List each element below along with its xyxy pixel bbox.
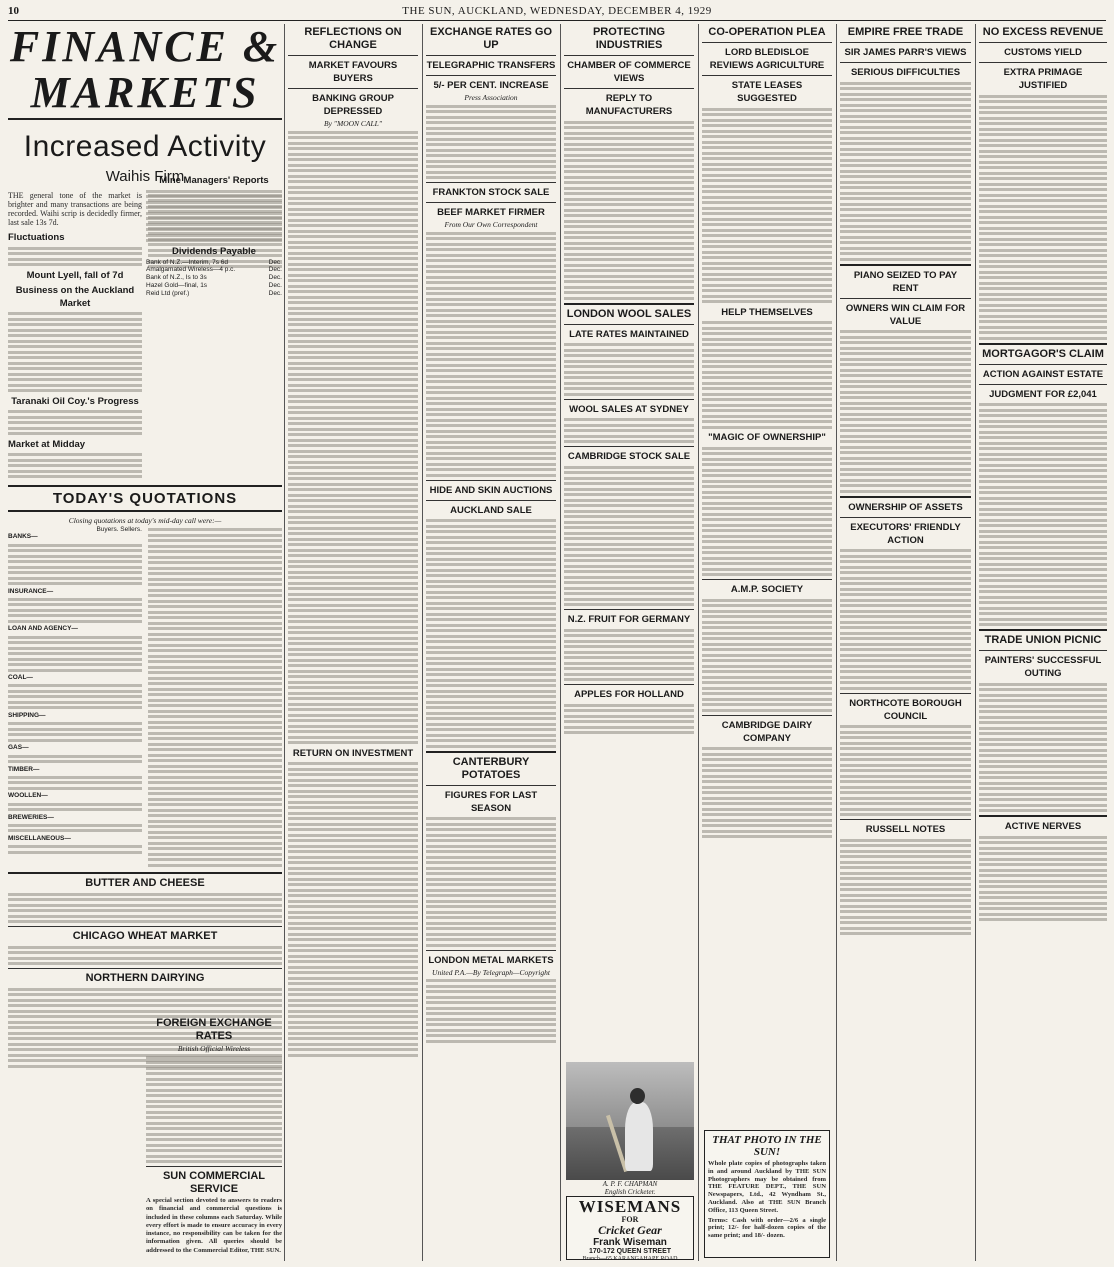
- chamber-head: CHAMBER OF COMMERCE VIEWS: [567, 60, 691, 84]
- mortgagor-head: MORTGAGOR'S CLAIM: [982, 347, 1104, 360]
- article-body: [8, 312, 142, 392]
- forex-table: [146, 1056, 282, 1164]
- wool-sydney-head: WOOL SALES AT SYDNEY: [569, 403, 689, 415]
- cambridge-stock-head: CAMBRIDGE STOCK SALE: [567, 451, 691, 462]
- quotations-table: [8, 526, 142, 870]
- own-correspondent: From Our Own Correspondent: [444, 220, 538, 229]
- article-body: [8, 247, 142, 267]
- empire-head: EMPIRE FREE TRADE: [847, 26, 964, 38]
- forex-sub: British Official Wireless: [177, 1044, 251, 1053]
- article-body: [564, 343, 694, 396]
- lead-intro: THE general tone of the market is brighter and many transactions are being recorded. Waihi scrip is decidedly firmer, last sale 13s 7d.: [8, 191, 142, 227]
- dividends-table: [146, 259, 282, 298]
- dividend-date: Dec.: [268, 281, 282, 289]
- telegraphic-head: TELEGRAPHIC TRANSFERS: [426, 60, 556, 71]
- reflections-head: REFLECTIONS ON CHANGE: [304, 26, 402, 51]
- page-number: 10: [8, 5, 19, 17]
- butter-cheese-head: BUTTER AND CHEESE: [85, 877, 205, 889]
- action-head: ACTION AGAINST ESTATE: [982, 368, 1104, 380]
- quotation-section: SHIPPING—: [8, 711, 46, 719]
- ad-gear: Cricket Gear: [598, 1223, 662, 1237]
- section-banner: FINANCE & MARKETS: [8, 24, 282, 120]
- quotation-section: WOOLLEN—: [8, 792, 48, 800]
- painters-head: PAINTERS' SUCCESSFUL OUTING: [984, 655, 1102, 679]
- dividend-date: Dec.: [268, 274, 282, 282]
- photo-ad-text: Whole plate copies of photographs taken in and around Auckland by THE SUN Photographers may be obtained from THE FEATURE DEPT., THE SUN Newspapers, Ltd., 42 Wyndham St., Auckland. Also at THE SUN Branch Office, 113 Queen Street.: [708, 1160, 826, 1214]
- masthead: [8, 4, 1106, 21]
- ad-branch: Branch—65 KARANGAHAPE ROAD: [582, 1256, 678, 1262]
- mount-lyell-head: Mount Lyell, fall of 7d: [26, 269, 124, 281]
- dividends-head: Dividends Payable: [172, 245, 256, 257]
- nz-fruit-head: N.Z. FRUIT FOR GERMANY: [567, 614, 691, 625]
- column-two: [146, 172, 282, 472]
- forex-head: FOREIGN EXCHANGE RATES: [156, 1017, 272, 1042]
- frankton-head: FRANKTON STOCK SALE: [432, 187, 550, 198]
- press-association: Press Association: [464, 93, 518, 102]
- dividend-date: Dec.: [268, 266, 282, 274]
- executors-head: EXECUTORS' FRIENDLY ACTION: [850, 521, 961, 546]
- ad-for: FOR: [621, 1215, 639, 1224]
- sun-service-text: A special section devoted to answers to readers on financial and commercial questions is included in these columns each Saturday. While every effort is made to ensure accuracy in every instance, no responsibility can be taken for the information given. All queries should be addressed to the Commercial Editor, THE SUN.: [146, 1197, 282, 1254]
- column-six: [702, 24, 832, 1261]
- article-body: [840, 549, 971, 690]
- article-body: [979, 95, 1107, 340]
- dividend-date: Dec.: [268, 258, 282, 266]
- market-buyers-head: MARKET FAVOURS BUYERS: [308, 60, 398, 84]
- state-leases-head: STATE LEASES SUGGESTED: [731, 80, 803, 104]
- article-body: [564, 704, 694, 735]
- quotation-section: BREWERIES—: [8, 813, 54, 821]
- column-three: [288, 24, 418, 1261]
- article-body: [426, 232, 556, 477]
- metals-head: LONDON METAL MARKETS: [428, 954, 554, 966]
- beef-head: BEEF MARKET FIRMER: [437, 207, 545, 218]
- quotation-section: LOAN AND AGENCY—: [8, 625, 78, 633]
- fluctuations-head: Fluctuations: [8, 232, 65, 243]
- northcote-head: NORTHCOTE BOROUGH COUNCIL: [849, 697, 962, 722]
- column-divider: [422, 24, 423, 1261]
- reply-head: REPLY TO MANUFACTURERS: [585, 93, 673, 117]
- article-body: [426, 979, 556, 1043]
- article-body: [564, 121, 694, 300]
- byline: By "MOON CALL": [324, 119, 382, 128]
- protecting-head: PROTECTING INDUSTRIES: [592, 26, 666, 51]
- dividend-label: Reid Ltd (pref.): [146, 289, 190, 297]
- column-divider: [836, 24, 837, 1261]
- article-body: [288, 762, 418, 1057]
- quotation-section: BANKS—: [8, 533, 38, 541]
- article-body: [564, 629, 694, 682]
- caption-name: A. P. F. CHAPMAN: [602, 1180, 658, 1188]
- piano-head: PIANO SEIZED TO PAY RENT: [853, 269, 958, 294]
- judgment-head: JUDGMENT FOR £2,041: [989, 388, 1097, 400]
- quotations-columns: Buyers. Sellers.: [96, 525, 142, 533]
- magic-head: "MAGIC OF OWNERSHIP": [708, 432, 826, 443]
- newspaper-title: THE SUN, AUCKLAND, WEDNESDAY, DECEMBER 4, 1929: [402, 5, 712, 17]
- russell-head: RUSSELL NOTES: [865, 824, 946, 835]
- help-themselves-head: HELP THEMSELVES: [721, 306, 813, 318]
- article-body: [702, 747, 832, 838]
- lead-subhead: Waihis Firm: [105, 168, 185, 185]
- article-body: [8, 410, 142, 435]
- caption-role: English Cricketer.: [604, 1188, 656, 1196]
- quotations-head: TODAY'S QUOTATIONS: [8, 485, 282, 512]
- chicago-wheat-head: CHICAGO WHEAT MARKET: [72, 930, 218, 942]
- ad-brand: WISEMANS: [578, 1197, 682, 1216]
- percent-head: 5/- PER CENT. INCREASE: [433, 80, 549, 91]
- mine-managers-head: Mine Managers' Reports: [159, 175, 269, 186]
- return-head: RETURN ON INVESTMENT: [292, 747, 414, 759]
- article-body: [702, 447, 832, 577]
- photo-caption: [566, 1180, 694, 1196]
- forex-block: [146, 1015, 282, 1261]
- column-seven: [840, 24, 971, 1261]
- article-body: [840, 839, 971, 936]
- article-body: [702, 599, 832, 712]
- column-divider: [560, 24, 561, 1261]
- photo-ad-terms: Terms: Cash with order—2/6 a single print; 12/- for half-dozen copies of the same print; and 18/- dozen.: [708, 1216, 826, 1240]
- cooperation-head: CO-OPERATION PLEA: [708, 26, 826, 38]
- column-eight: [979, 24, 1107, 1261]
- dividend-label: Hazel Gold—final, 1s: [146, 281, 208, 289]
- quotation-section: GAS—: [8, 744, 29, 752]
- wool-sub: LATE RATES MAINTAINED: [569, 328, 689, 340]
- dividend-date: Dec.: [268, 289, 282, 297]
- union-picnic-head: TRADE UNION PICNIC: [984, 634, 1102, 646]
- article-body: [426, 817, 556, 947]
- lead-headline: Increased Activity: [23, 130, 267, 163]
- exchange-head: EXCHANGE RATES GO UP: [429, 26, 553, 51]
- canterbury-head: CANTERBURY POTATOES: [452, 755, 530, 781]
- amp-head: A.M.P. SOCIETY: [730, 584, 804, 595]
- column-divider: [975, 24, 976, 1261]
- banking-head: BANKING GROUP DEPRESSED: [312, 93, 394, 117]
- apples-head: APPLES FOR HOLLAND: [574, 689, 684, 700]
- article-body: [426, 519, 556, 748]
- article-body: [840, 82, 971, 261]
- column-divider: [284, 24, 285, 1261]
- cricketer-photo: [566, 1062, 694, 1180]
- serious-head: SERIOUS DIFFICULTIES: [850, 67, 961, 78]
- taranaki-head: Taranaki Oil Coy.'s Progress: [11, 395, 139, 407]
- article-body: [979, 836, 1107, 922]
- wool-head: LONDON WOOL SALES: [566, 307, 692, 320]
- bledisloe-head: LORD BLEDISLOE REVIEWS AGRICULTURE: [709, 47, 825, 71]
- primage-head: EXTRA PRIMAGE JUSTIFIED: [1003, 67, 1083, 91]
- dividend-label: Bank of N.Z.—Interim, 7s 6d: [146, 258, 229, 266]
- article-body: [840, 725, 971, 816]
- no-excess-head: NO EXCESS REVENUE: [982, 26, 1104, 38]
- parr-head: SIR JAMES PARR'S VIEWS: [844, 47, 967, 58]
- customs-head: CUSTOMS YIELD: [1004, 47, 1082, 58]
- ad-address: 170-172 QUEEN STREET: [588, 1248, 672, 1255]
- metals-sub: United P.A.—By Telegraph—Copyright: [432, 967, 550, 977]
- column-four: [426, 24, 556, 1261]
- auckland-sale-head: AUCKLAND SALE: [450, 504, 532, 516]
- article-body: [840, 330, 971, 493]
- quotation-section: MISCELLANEOUS—: [8, 834, 71, 842]
- photo-ad-title: THAT PHOTO IN THE SUN!: [712, 1134, 822, 1158]
- article-body: [288, 131, 418, 745]
- dividend-label: Amalgamated Wireless—4 p.c.: [146, 266, 236, 274]
- article-body: [702, 321, 832, 429]
- quotation-section: COAL—: [8, 674, 33, 682]
- cambridge-dairy-head: CAMBRIDGE DAIRY COMPANY: [721, 719, 813, 744]
- sun-service-head: SUN COMMERCIAL SERVICE: [162, 1170, 266, 1195]
- wisemans-advert: [566, 1196, 694, 1260]
- midday-head: Market at Midday: [8, 438, 86, 450]
- figures-head: FIGURES FOR LAST SEASON: [444, 789, 538, 814]
- ownership-head: OWNERSHIP OF ASSETS: [848, 501, 963, 513]
- quotation-section: TIMBER—: [8, 765, 40, 773]
- owners-head: OWNERS WIN CLAIM FOR VALUE: [845, 302, 966, 327]
- quotations-sub: Closing quotations at today's mid-day call were:—: [68, 515, 222, 525]
- article-body: [979, 683, 1107, 813]
- article-body: [979, 403, 1107, 626]
- dividend-label: Bank of N.Z., Is to 3s: [146, 274, 207, 282]
- quotation-section: INSURANCE—: [8, 587, 54, 595]
- hide-head: HIDE AND SKIN AUCTIONS: [429, 484, 553, 496]
- column-divider: [698, 24, 699, 1261]
- active-nerves-head: ACTIVE NERVES: [1004, 821, 1082, 832]
- article-body: [146, 190, 282, 243]
- article-body: [8, 453, 142, 478]
- business-head: Business on the Auckland Market: [15, 284, 135, 309]
- article-body: [426, 105, 556, 180]
- photo-advert: [704, 1130, 830, 1258]
- article-body: [564, 466, 694, 607]
- ad-name: Frank Wiseman: [593, 1237, 667, 1248]
- article-body: [702, 108, 832, 304]
- northern-dairying-head: NORTHERN DAIRYING: [85, 972, 205, 984]
- article-body: [564, 418, 694, 443]
